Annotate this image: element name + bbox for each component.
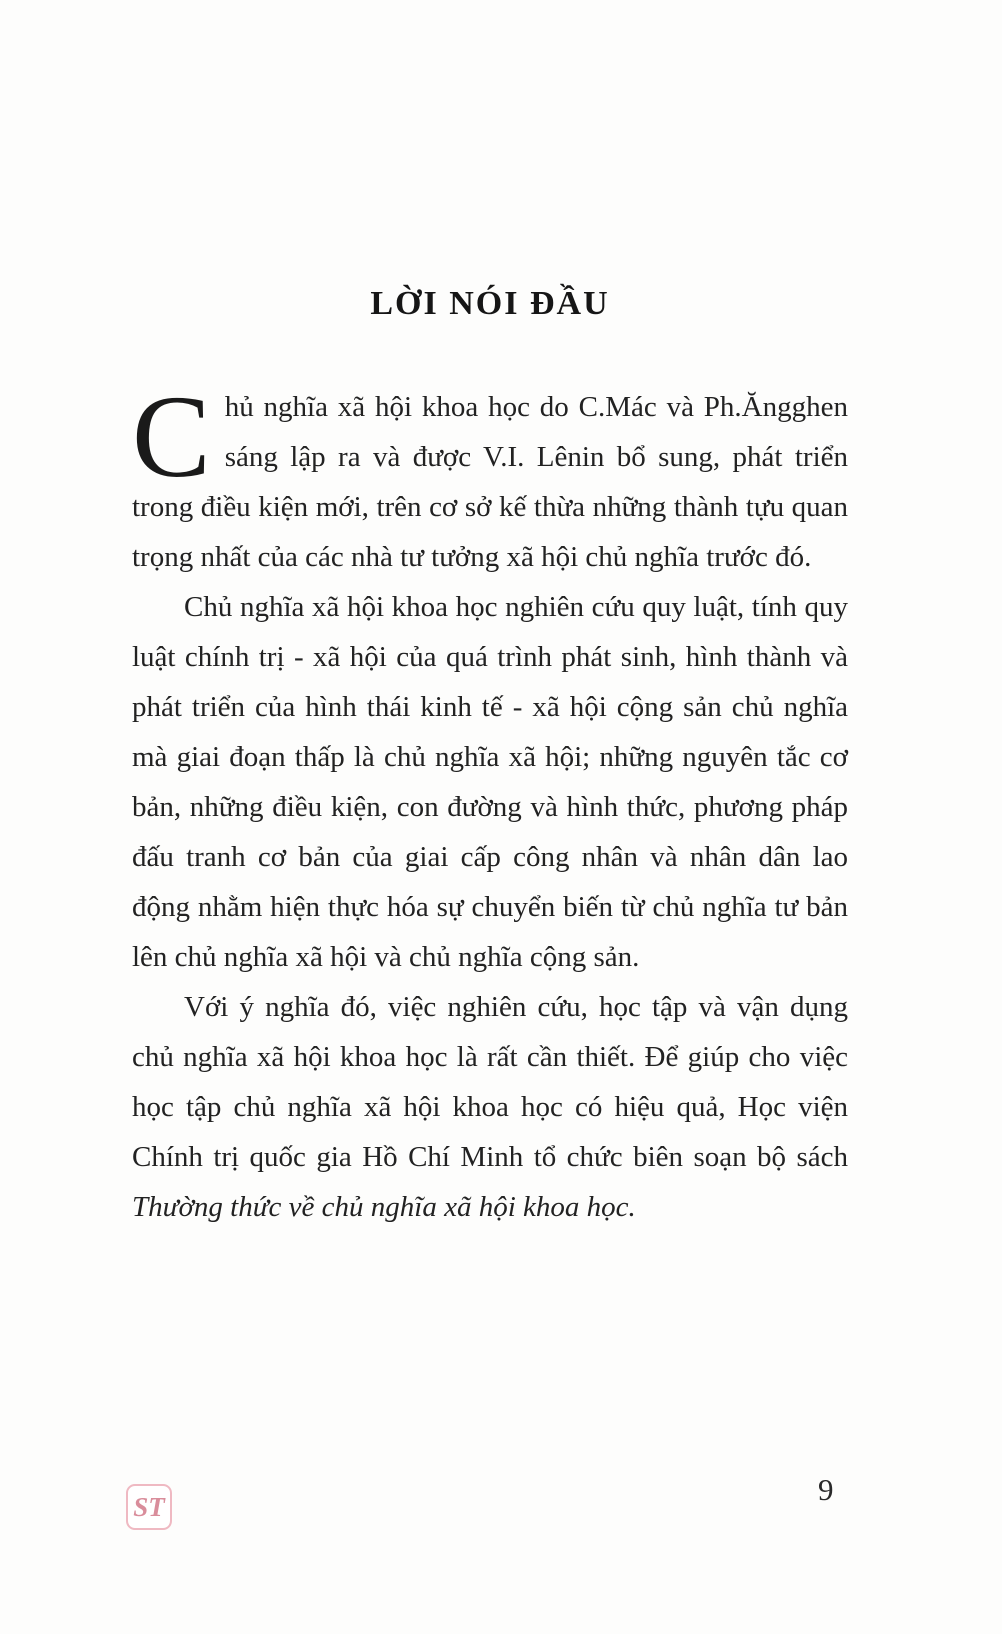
page-title: LỜI NÓI ĐẦU [370, 284, 610, 322]
page-number: 9 [818, 1472, 834, 1507]
paragraph-3-text: Với ý nghĩa đó, việc nghiên cứu, học tập và vận dụng chủ nghĩa xã hội khoa học là rất cần thiết. Để giúp cho việc học tập chủ nghĩa xã hội khoa học có hiệu quả, Học viện Chính trị quốc gia Hồ Chí Minh tổ chức biên soạn bộ sách [132, 991, 848, 1173]
paragraph-1 [132, 371, 848, 582]
paragraph-3 [132, 982, 848, 1232]
book-title-italic: Thường thức về chủ nghĩa xã hội khoa học. [132, 1191, 636, 1223]
body-text [132, 371, 848, 1232]
paragraph-1-text: hủ nghĩa xã hội khoa học do C.Mác và Ph.Ăngghen sáng lập ra và được V.I. Lênin bổ sung, phát triển trong điều kiện mới, trên cơ sở kế thừa những thành tựu quan trọng nhất của các nhà tư tưởng xã hội chủ nghĩa trước đó. [132, 391, 848, 573]
drop-cap: C [132, 371, 211, 502]
publisher-logo-icon: ST [126, 1484, 172, 1530]
paragraph-2: Chủ nghĩa xã hội khoa học nghiên cứu quy luật, tính quy luật chính trị - xã hội của quá trình phát sinh, hình thành và phát triển của hình thái kinh tế - xã hội cộng sản chủ nghĩa mà giai đoạn thấp là chủ nghĩa xã hội; những nguyên tắc cơ bản, những điều kiện, con đường và hình thức, phương pháp đấu tranh cơ bản của giai cấp công nhân và nhân dân lao động nhằm hiện thực hóa sự chuyển biến từ chủ nghĩa tư bản lên chủ nghĩa xã hội và chủ nghĩa cộng sản. [132, 591, 848, 973]
